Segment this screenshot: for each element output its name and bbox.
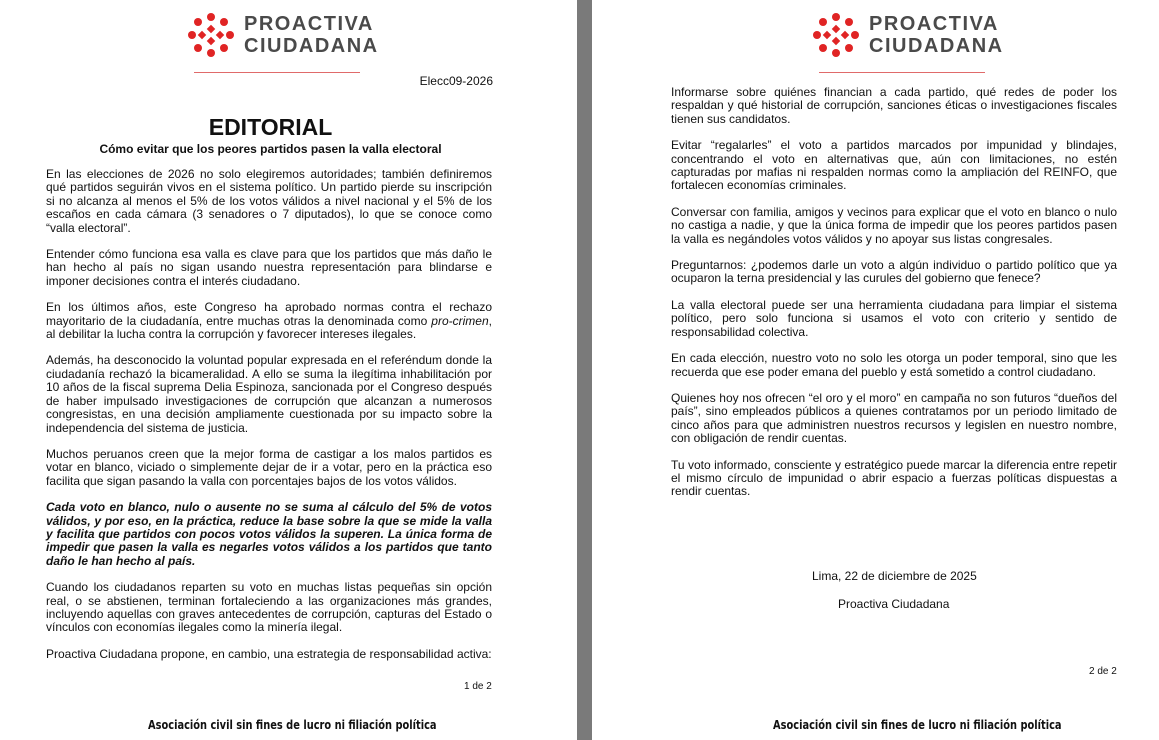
brand-name bbox=[869, 13, 1004, 57]
page-footer: Asociación civil sin fines de lucro ni filiación política bbox=[773, 718, 1062, 732]
brand-name bbox=[244, 13, 379, 57]
brand-logo bbox=[811, 12, 1004, 58]
editorial-body bbox=[671, 86, 1117, 512]
page-number: 1 de 2 bbox=[464, 681, 492, 692]
paragraph: Entender cómo funciona esa valla es clave para que los partidos que más daño le han hecho al país no sigan usando nuestra representación para blindarse e imponer decisiones contra el interés ciudadano. bbox=[46, 247, 492, 288]
paragraph: En las elecciones de 2026 no solo elegiremos autoridades; también definiremos qué partidos seguirán vivos en el sistema político. Un partido pierde su inscripción si no alcanza al menos el 5% de los votos válidos a nivel nacional y el 5% de los escaños en cada cámara (3 senadores o 7 diputados), lo que se conoce como “valla electoral”. bbox=[46, 167, 492, 235]
date-line: Lima, 22 de diciembre de 2025 bbox=[812, 569, 977, 583]
document-page-2 bbox=[592, 0, 1159, 740]
signature: Proactiva Ciudadana bbox=[838, 597, 950, 611]
paragraph: En cada elección, nuestro voto no solo les otorga un poder temporal, sino que les recuerda que ese poder emana del pueblo y está sometido a control ciudadano. bbox=[671, 351, 1117, 379]
page-footer: Asociación civil sin fines de lucro ni filiación política bbox=[148, 718, 437, 732]
page-subtitle: Cómo evitar que los peores partidos pasen la valla electoral bbox=[99, 142, 442, 156]
page-number: 2 de 2 bbox=[1089, 666, 1117, 677]
header-rule bbox=[819, 72, 985, 73]
paragraph: Proactiva Ciudadana propone, en cambio, una estrategia de responsabilidad activa: bbox=[46, 646, 492, 661]
paragraph: Informarse sobre quiénes financian a cada partido, qué redes de poder los respaldan y qué historial de corrupción, sanciones éticas o investigaciones fiscales tienen sus candidatos. bbox=[671, 85, 1117, 126]
page-divider bbox=[577, 0, 592, 740]
brand-line-1: PROACTIVA bbox=[244, 13, 374, 35]
header-rule bbox=[194, 72, 360, 73]
paragraph: La valla electoral puede ser una herramienta ciudadana para limpiar el sistema político, pero solo funciona si usamos el voto con criterio y sentido de responsabilidad colectiva. bbox=[671, 297, 1117, 339]
document-code: Elecc09-2026 bbox=[419, 74, 493, 88]
paragraph: Evitar “regalarles” el voto a partidos marcados por impunidad y blindajes, concentrando el voto en alternativas que, aún con limitaciones, no estén capturadas por mafias ni respalden normas como la ampliación del REINFO, que fortalecen economías criminales. bbox=[671, 138, 1117, 193]
circle-of-people-icon bbox=[811, 12, 861, 58]
paragraph: Tu voto informado, consciente y estratégico puede marcar la diferencia entre repetir el mismo círculo de impunidad o abrir espacio a fuerzas políticas dispuestas a rendir cuentas. bbox=[671, 457, 1117, 499]
circle-of-people-icon bbox=[186, 12, 236, 58]
document-page-1 bbox=[0, 0, 577, 740]
paragraph: Muchos peruanos creen que la mejor forma de castigar a los malos partidos es votar en blanco, viciado o simplemente dejar de ir a votar, pero en la práctica eso facilita que sigan pasando la valla con porcentajes bajos de los votos válidos. bbox=[46, 446, 492, 488]
brand-line-2: CIUDADANA bbox=[244, 35, 379, 57]
paragraph: Preguntarnos: ¿podemos darle un voto a algún individuo o partido político que ya ocuparon la terna presidencial y las curules del gobierno que fenece? bbox=[671, 258, 1117, 286]
brand-line-1: PROACTIVA bbox=[869, 13, 999, 35]
paragraph: Quienes hoy nos ofrecen “el oro y el moro” en campaña no son futuros “dueños del país”, sino empleados públicos a quienes contratamos por un periodo limitado de cinco años para que administren nuestros recursos y legislen en nuestro nombre, con obligación de rendir cuentas. bbox=[671, 390, 1117, 446]
paragraph: Conversar con familia, amigos y vecinos para explicar que el voto en blanco o nulo no castiga a nadie, y que la única forma de impedir que los peores partidos pasen la valla es negándoles votos válidos y no apoyar sus listas congresales. bbox=[671, 204, 1117, 246]
paragraph: En los últimos años, este Congreso ha aprobado normas contra el rechazo mayoritario de la ciudadanía, entre muchas otras la denominada como pro-crimen, al debilitar la lucha contra la corrupción y favorecer intereses ilegales. bbox=[46, 300, 492, 342]
editorial-body bbox=[46, 168, 492, 674]
paragraph: Además, ha desconocido la voluntad popular expresada en el referéndum donde la ciudadanía rechazó la bicameralidad. A ello se suma la ilegítima inhabilitación por 10 años de la fiscal suprema Delia Espinoza, sancionada por el Congreso después de haber impulsado investigaciones de corrupción que alcanzan a numerosos congresistas, en una decisión ampliamente cuestionada por su impacto sobre la independencia del sistema de justicia. bbox=[46, 353, 492, 435]
brand-line-2: CIUDADANA bbox=[869, 35, 1004, 57]
brand-logo bbox=[186, 12, 379, 58]
emphasis-paragraph: Cada voto en blanco, nulo o ausente no se suma al cálculo del 5% de votos válidos, y por eso, en la práctica, reduce la base sobre la que se mide la valla y facilita que partidos con pocos votos válidos la superen. La única forma de impedir que pasen la valla es negarles votos válidos a los partidos que tanto daño le han hecho al país. bbox=[46, 500, 492, 568]
paragraph: Cuando los ciudadanos reparten su voto en muchas listas pequeñas sin opción real, o se abstienen, terminan fortaleciendo a las organizaciones más grandes, incluyendo aquellas con graves antecedentes de corrupción, capturas del Estado o vínculos con economías ilegales como la minería ilegal. bbox=[46, 580, 492, 635]
page-title: EDITORIAL bbox=[208, 114, 333, 140]
